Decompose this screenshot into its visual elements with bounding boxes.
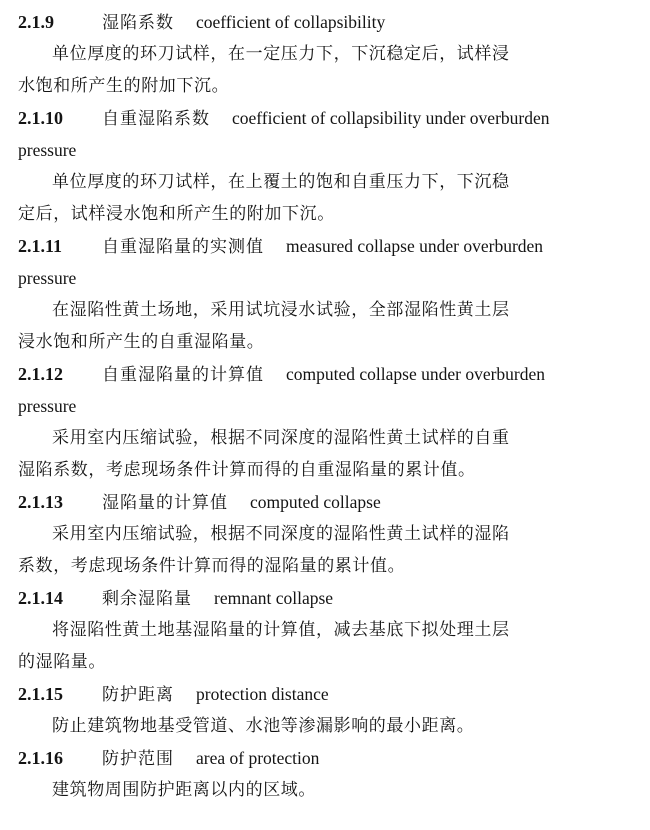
- term-definition: [18, 166, 636, 230]
- term-heading: [18, 582, 636, 614]
- term-definition: [18, 710, 636, 742]
- term-english-name: protection distance: [196, 684, 329, 704]
- term-number: 2.1.10: [18, 108, 63, 128]
- term-chinese-name: 防护范围: [102, 749, 174, 769]
- term-number: 2.1.15: [18, 684, 63, 704]
- definition-line: 水饱和所产生的附加下沉。: [18, 76, 230, 96]
- glossary-document: [18, 6, 636, 806]
- definition-line: 将湿陷性黄土地基湿陷量的计算值，减去基底下拟处理土层: [52, 620, 510, 640]
- term-definition: [18, 422, 636, 486]
- term-heading: [18, 678, 636, 710]
- term-english-name: measured collapse under overburden: [286, 236, 544, 256]
- definition-line: 浸水饱和所产生的自重湿陷量。: [18, 332, 265, 352]
- term-number: 2.1.13: [18, 492, 63, 512]
- term-heading: [18, 742, 636, 774]
- term-heading: [18, 6, 636, 38]
- term-chinese-name: 湿陷系数: [102, 13, 174, 33]
- term-entry: [18, 678, 636, 742]
- term-chinese-name: 自重湿陷量的计算值: [102, 365, 264, 385]
- term-definition: [18, 294, 636, 358]
- definition-line: 单位厚度的环刀试样，在一定压力下，下沉稳定后，试样浸: [52, 44, 510, 64]
- term-english-name: coefficient of collapsibility: [196, 12, 386, 32]
- term-heading: [18, 102, 636, 134]
- definition-line: 采用室内压缩试验，根据不同深度的湿陷性黄土试样的湿陷: [52, 524, 510, 544]
- term-number: 2.1.16: [18, 748, 63, 768]
- term-english-name: area of protection: [196, 748, 320, 768]
- term-number: 2.1.14: [18, 588, 63, 608]
- term-english-name: coefficient of collapsibility under overburden: [232, 108, 550, 128]
- term-english-name: computed collapse: [250, 492, 381, 512]
- term-heading: [18, 230, 636, 262]
- term-definition: [18, 774, 636, 806]
- definition-line: 建筑物周围防护距离以内的区域。: [52, 780, 316, 800]
- term-definition: [18, 38, 636, 102]
- definition-line: 系数，考虑现场条件计算而得的湿陷量的累计值。: [18, 556, 406, 576]
- term-number: 2.1.12: [18, 364, 63, 384]
- term-english-name-continued: pressure: [18, 140, 77, 160]
- term-definition: [18, 614, 636, 678]
- definition-line: 湿陷系数，考虑现场条件计算而得的自重湿陷量的累计值。: [18, 460, 476, 480]
- definition-line: 防止建筑物地基受管道、水池等渗漏影响的最小距离。: [52, 716, 475, 736]
- term-chinese-name: 自重湿陷系数: [102, 109, 210, 129]
- term-entry: [18, 486, 636, 582]
- term-entry: [18, 230, 636, 358]
- term-heading: [18, 486, 636, 518]
- term-chinese-name: 湿陷量的计算值: [102, 493, 228, 513]
- term-entry: [18, 742, 636, 806]
- term-entry: [18, 6, 636, 102]
- definition-line: 采用室内压缩试验，根据不同深度的湿陷性黄土试样的自重: [52, 428, 510, 448]
- term-number: 2.1.9: [18, 12, 54, 32]
- term-number: 2.1.11: [18, 236, 63, 256]
- term-english-name: remnant collapse: [214, 588, 334, 608]
- definition-line: 单位厚度的环刀试样，在上覆土的饱和自重压力下，下沉稳: [52, 172, 510, 192]
- term-english-name-continued: pressure: [18, 268, 77, 288]
- definition-line: 在湿陷性黄土场地，采用试坑浸水试验，全部湿陷性黄土层: [52, 300, 510, 320]
- term-entry: [18, 358, 636, 486]
- term-chinese-name: 剩余湿陷量: [102, 589, 192, 609]
- definition-line: 的湿陷量。: [18, 652, 106, 672]
- term-entry: [18, 102, 636, 230]
- term-heading: [18, 358, 636, 390]
- term-chinese-name: 防护距离: [102, 685, 174, 705]
- term-definition: [18, 518, 636, 582]
- term-english-name-continued: pressure: [18, 396, 77, 416]
- term-chinese-name: 自重湿陷量的实测值: [102, 237, 264, 257]
- term-entry: [18, 582, 636, 678]
- term-english-name: computed collapse under overburden: [286, 364, 546, 384]
- definition-line: 定后，试样浸水饱和所产生的附加下沉。: [18, 204, 335, 224]
